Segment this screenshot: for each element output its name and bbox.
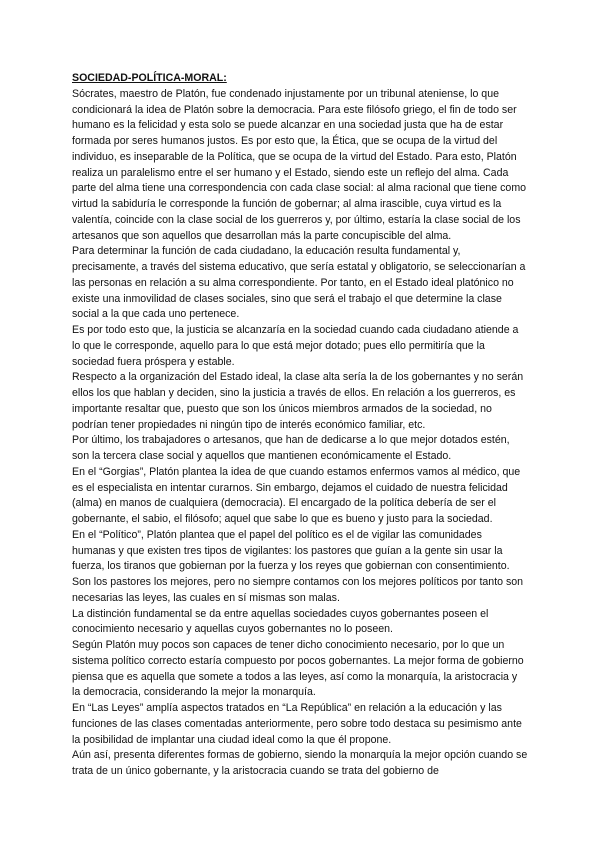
paragraph-justicia: Es por todo esto que, la justicia se alcanzaría en la sociedad cuando cada ciudadano atiende a lo que le corresponde, aquello para lo que está mejor dotado; pues ello permitiría que la sociedad fuera próspera y estable. [72,324,519,368]
section-heading: SOCIEDAD-POLÍTICA-MORAL: [72,72,227,84]
paragraph-organizacion: Respecto a la organización del Estado ideal, la clase alta sería la de los gobernantes y no serán ellos los que hablan y deciden, sino la justicia a través de ellos. En relación a los guerreros, es importante resaltar que, puesto que son los únicos miembros armados de la sociedad, no podrían tener propiedades ni ningún tipo de interés económico familiar, etc. [72,371,524,431]
paragraph-artesanos: Por último, los trabajadores o artesanos, que han de dedicarse a lo que mejor dotados estén, son la tercera clase social y aquellos que mantienen económicamente el Estado. [72,434,510,462]
paragraph-las-leyes: En “Las Leyes” amplía aspectos tratados en “La República” en relación a la educación y las funciones de las clases comentadas anteriormente, pero sobre todo destaca su pesimismo ante la posibilidad de implantar una ciudad ideal como la que él propone. [72,702,522,746]
paragraph-formas-gobierno: Aún así, presenta diferentes formas de gobierno, siendo la monarquía la mejor opción cuando se trata de un único gobernante, y la aristocracia cuando se trata del gobierno de [72,749,528,777]
paragraph-distincion: La distinción fundamental se da entre aquellas sociedades cuyos gobernantes poseen el conocimiento necesario y aquellas cuyos gobernantes no lo poseen. [72,607,489,636]
paragraph-politico: En el “Político”, Platón plantea que el papel del político es el de vigilar las comunidades humanas y que existen tres tipos de vigilantes: los pastores que guían a la gente sin usar la fuerza, los tiranos que gobiernan por la fuerza y los reyes que gobiernan con consentimiento. Son los pastores los mejores, pero no siempre contamos con los mejores políticos por tanto son necesarias las leyes, las cuales en sí mismas son malas. [72,528,524,604]
paragraph-educacion: Para determinar la función de cada ciudadano, la educación resulta fundamental y, precisamente, a través del sistema educativo, que sería estatal y obligatorio, se seleccionarían a las personas en relación a su alma correspondiente. Por tanto, en el Estado ideal platónico no existe una inmovilidad de clases sociales, sino que será el trabajo el que determine la clase social a la que cada uno pertenece. [72,245,526,321]
paragraph-segun-platon: Según Platón muy pocos son capaces de tener dicho conocimiento necesario, por lo que un sistema político correcto estaría compuesto por pocos gobernantes. La mejor forma de gobierno piensa que es aquella que somete a todos a las leyes, así como la monarquía, la aristocracia y la democracia, considerando la mejor la monarquía. [72,639,524,699]
paragraph-socrates: Sócrates, maestro de Platón, fue condenado injustamente por un tribunal ateniense, lo que condicionará la idea de Platón sobre la democracia. Para este filósofo griego, el fin de todo ser humano es la felicidad y esta solo se puede alcanzar en una sociedad justa que ha de estar formada por seres humanos justos. Es por esto que, la Ética, que se ocupa de la virtud del individuo, es inseparable de la Política, que se ocupa de la virtud del Estado. Para esto, Platón realiza un paralelismo entre el ser humano y el Estado, siendo este un reflejo del alma. Cada parte del alma tiene una correspondencia con cada clase social: al alma racional que tiene como virtud la sabiduría le corresponde la función de gobernar; al alma irascible, cuya virtud es la valentía, coincide con la clase social de los guerreros y, por último, estaría la clase social de los artesanos que son aquellos que desarrollan más la parte concupiscible del alma. [72,87,527,242]
paragraph-gorgias: En el “Gorgias”, Platón plantea la idea de que cuando estamos enfermos vamos al médico, que es el especialista en intentar curarnos. Sin embargo, dejamos el cuidado de nuestra felicidad (alma) en manos de cualquiera (democracia). El encargado de la política debería de ser el gobernante, el sabio, el filósofo; aquel que sabe lo que es bueno y justo para la sociedad. [72,465,521,525]
document-page [72,71,528,780]
